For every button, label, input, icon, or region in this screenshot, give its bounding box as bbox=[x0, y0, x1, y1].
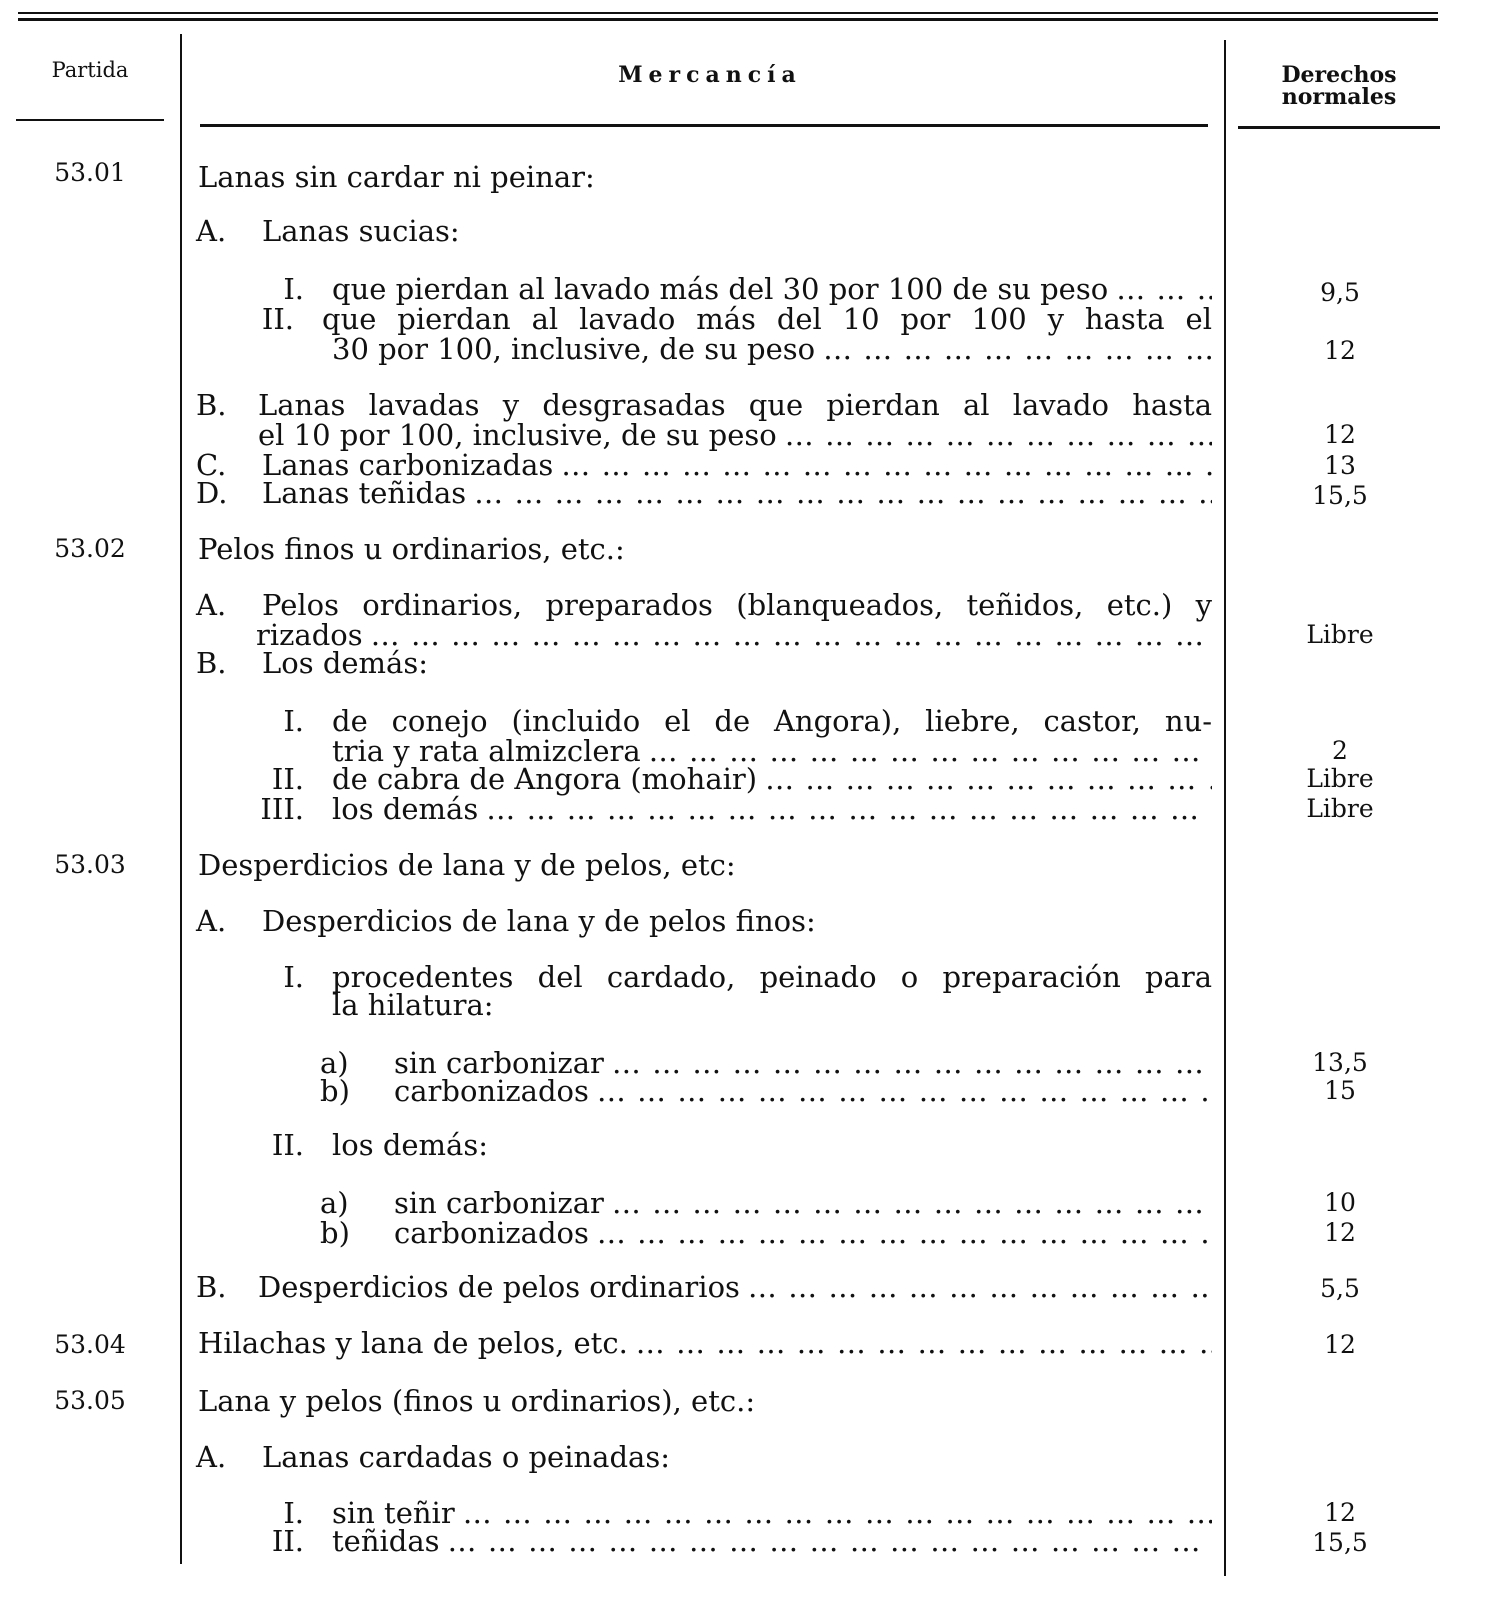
item-text: Lanas sucias: bbox=[262, 214, 460, 248]
item-mark: I. bbox=[283, 704, 304, 738]
dot-leader bbox=[765, 764, 1212, 794]
item-mark: B. bbox=[196, 388, 227, 422]
item-mark: b) bbox=[320, 1074, 350, 1108]
partida-code: 53.02 bbox=[54, 534, 126, 563]
item-text: carbonizados bbox=[394, 1074, 589, 1108]
dot-leader bbox=[597, 1218, 1212, 1248]
duty-value: Libre bbox=[1306, 620, 1374, 649]
item-text: el 10 por 100, inclusive, de su peso bbox=[258, 418, 777, 452]
item-text: rizados bbox=[256, 618, 363, 652]
item-text: carbonizados bbox=[394, 1216, 589, 1250]
duty-value: 12 bbox=[1324, 1498, 1356, 1527]
item-mark: III. bbox=[260, 792, 304, 826]
left-column-divider bbox=[180, 34, 182, 1564]
dot-leader bbox=[748, 1272, 1212, 1302]
dot-leader bbox=[1116, 274, 1212, 304]
item-mark: I. bbox=[283, 272, 304, 306]
dot-leader bbox=[597, 1076, 1212, 1106]
item-mark: C. bbox=[196, 448, 227, 482]
item-mark: II. bbox=[271, 1524, 304, 1558]
item-leader-line bbox=[332, 794, 1212, 824]
item-mark: B. bbox=[196, 646, 227, 680]
partida-header: Partida bbox=[51, 58, 129, 82]
duty-value: 5,5 bbox=[1320, 1274, 1360, 1303]
item-text: tria y rata almizclera bbox=[332, 734, 641, 768]
dot-leader bbox=[612, 1188, 1212, 1218]
duty-value: 9,5 bbox=[1320, 278, 1360, 307]
item-mark: A. bbox=[196, 214, 227, 248]
top-rule-thick bbox=[18, 18, 1438, 21]
partida-code: 53.04 bbox=[54, 1330, 126, 1359]
item-leader-line bbox=[258, 1272, 1212, 1302]
item-text: la hilatura: bbox=[332, 988, 494, 1022]
partida-code: 53.01 bbox=[54, 158, 126, 187]
derechos-header bbox=[1238, 64, 1440, 108]
item-leader-line bbox=[332, 334, 1212, 364]
partida-code: 53.05 bbox=[54, 1386, 126, 1415]
item-mark: b) bbox=[320, 1216, 350, 1250]
duty-value: 2 bbox=[1332, 736, 1348, 765]
item-leader-line bbox=[198, 1328, 1212, 1358]
item-text: 30 por 100, inclusive, de su peso bbox=[332, 332, 816, 366]
dot-leader bbox=[486, 794, 1212, 824]
item-text: los demás bbox=[332, 792, 479, 826]
item-mark: I. bbox=[283, 1496, 304, 1530]
item-text: Los demás: bbox=[262, 646, 428, 680]
dot-leader bbox=[371, 620, 1212, 650]
heading-text: Lanas sin cardar ni peinar: bbox=[198, 160, 595, 194]
dot-leader bbox=[463, 1498, 1212, 1528]
right-column-divider bbox=[1224, 40, 1226, 1576]
item-mark: B. bbox=[196, 1270, 227, 1304]
item-text: sin carbonizar bbox=[394, 1186, 604, 1220]
duty-value: Libre bbox=[1306, 794, 1374, 823]
item-leader-line bbox=[332, 1498, 1212, 1528]
duty-value: 12 bbox=[1324, 336, 1356, 365]
duty-value: 13 bbox=[1324, 451, 1356, 480]
item-text: Pelos ordinarios, preparados (blanqueados, teñidos, etc.) y bbox=[262, 588, 1212, 622]
item-text: Desperdicios de lana y de pelos finos: bbox=[262, 904, 816, 938]
heading-text: Lana y pelos (finos u ordinarios), etc.: bbox=[198, 1384, 756, 1418]
item-leader-line bbox=[394, 1076, 1212, 1106]
heading-text: Hilachas y lana de pelos, etc. bbox=[198, 1326, 628, 1360]
item-mark: A. bbox=[196, 904, 227, 938]
heading-text: Desperdicios de lana y de pelos, etc: bbox=[198, 848, 736, 882]
duty-value: 13,5 bbox=[1312, 1048, 1368, 1077]
mercancia-underline bbox=[200, 124, 1208, 127]
item-mark: a) bbox=[320, 1046, 349, 1080]
item-mark: II. bbox=[271, 762, 304, 796]
item-mark: a) bbox=[320, 1186, 349, 1220]
item-text: Lanas lavadas y desgrasadas que pierdan al lavado hasta bbox=[258, 388, 1212, 422]
item-mark: II. bbox=[261, 302, 294, 336]
dot-leader bbox=[785, 420, 1212, 450]
item-leader-line bbox=[262, 478, 1212, 508]
item-text: procedentes del cardado, peinado o preparación para bbox=[332, 960, 1212, 994]
item-text: teñidas bbox=[332, 1524, 440, 1558]
item-text: sin teñir bbox=[332, 1496, 455, 1530]
item-text: los demás: bbox=[332, 1128, 489, 1162]
duty-value: 10 bbox=[1324, 1188, 1356, 1217]
item-mark: II. bbox=[271, 1128, 304, 1162]
derechos-header-line2: normales bbox=[1281, 84, 1397, 110]
item-leader-line bbox=[394, 1188, 1212, 1218]
partida-underline bbox=[16, 119, 164, 121]
duty-value: Libre bbox=[1306, 764, 1374, 793]
duty-value: 12 bbox=[1324, 1330, 1356, 1359]
dot-leader bbox=[448, 1526, 1212, 1556]
item-leader-line bbox=[332, 1526, 1212, 1556]
item-text: sin carbonizar bbox=[394, 1046, 604, 1080]
item-text: Lanas cardadas o peinadas: bbox=[262, 1440, 670, 1474]
dot-leader bbox=[636, 1328, 1212, 1358]
item-text: que pierdan al lavado más del 10 por 100 y hasta el bbox=[322, 302, 1212, 336]
item-leader-line bbox=[332, 764, 1212, 794]
duty-value: 15,5 bbox=[1312, 481, 1368, 510]
derechos-underline bbox=[1238, 126, 1440, 129]
derechos-header-line1: Derechos bbox=[1281, 62, 1397, 88]
item-mark: A. bbox=[196, 1440, 227, 1474]
item-text: Desperdicios de pelos ordinarios bbox=[258, 1270, 740, 1304]
item-text: Lanas teñidas bbox=[262, 476, 467, 510]
item-mark: I. bbox=[283, 960, 304, 994]
mercancia-header: Mercancía bbox=[618, 62, 802, 88]
item-mark: D. bbox=[196, 476, 228, 510]
duty-value: 15,5 bbox=[1312, 1528, 1368, 1557]
item-leader-line bbox=[332, 274, 1212, 304]
partida-code: 53.03 bbox=[54, 850, 126, 879]
item-text: de conejo (incluido el de Angora), liebre, castor, nu- bbox=[332, 704, 1212, 738]
duty-value: 15 bbox=[1324, 1076, 1356, 1105]
top-rule-thin bbox=[18, 12, 1438, 14]
duty-value: 12 bbox=[1324, 420, 1356, 449]
dot-leader bbox=[561, 450, 1212, 480]
dot-leader bbox=[823, 334, 1212, 364]
item-mark: A. bbox=[196, 588, 227, 622]
item-text: que pierdan al lavado más del 30 por 100 de su peso bbox=[332, 272, 1109, 306]
item-leader-line bbox=[258, 420, 1212, 450]
item-text: Lanas carbonizadas bbox=[262, 448, 554, 482]
heading-text: Pelos finos u ordinarios, etc.: bbox=[198, 532, 625, 566]
dot-leader bbox=[474, 478, 1212, 508]
item-leader-line bbox=[394, 1218, 1212, 1248]
item-text: de cabra de Angora (mohair) bbox=[332, 762, 758, 796]
duty-value: 12 bbox=[1324, 1218, 1356, 1247]
dot-leader bbox=[612, 1048, 1212, 1078]
